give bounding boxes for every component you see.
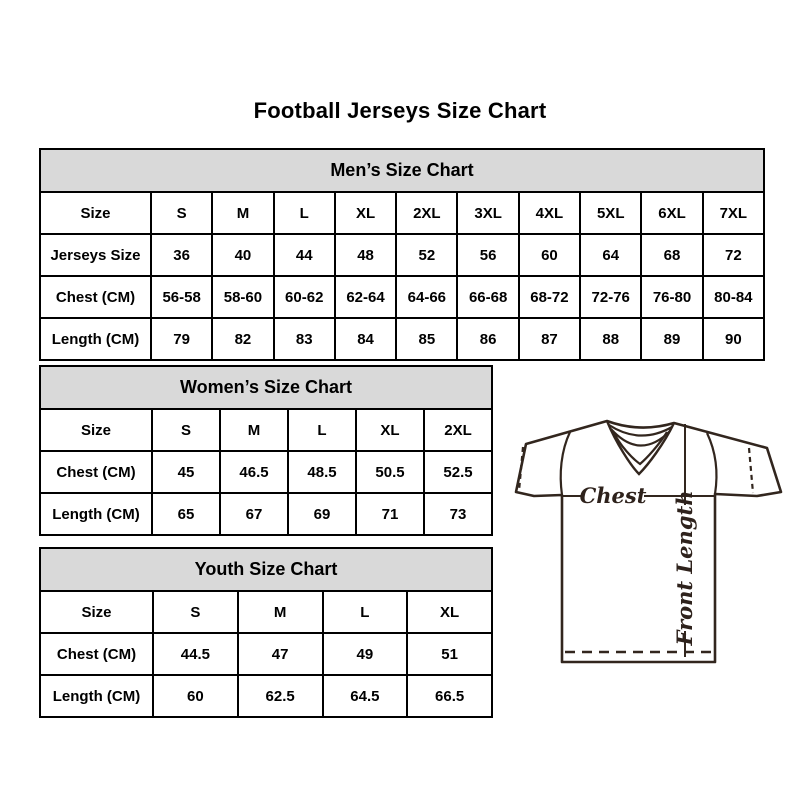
value-cell: M bbox=[238, 591, 323, 633]
value-cell: 88 bbox=[580, 318, 641, 360]
value-cell: S bbox=[151, 192, 212, 234]
value-cell: 68 bbox=[641, 234, 702, 276]
value-cell: M bbox=[220, 409, 288, 451]
value-cell: 66-68 bbox=[457, 276, 518, 318]
value-cell: 60 bbox=[153, 675, 238, 717]
value-cell: 2XL bbox=[396, 192, 457, 234]
value-cell: 83 bbox=[274, 318, 335, 360]
row-label-cell: Size bbox=[40, 192, 151, 234]
value-cell: 6XL bbox=[641, 192, 702, 234]
value-cell: 64.5 bbox=[323, 675, 408, 717]
table-row bbox=[40, 409, 492, 451]
table-row bbox=[40, 234, 764, 276]
value-cell: XL bbox=[407, 591, 492, 633]
value-cell: 44.5 bbox=[153, 633, 238, 675]
row-label-cell: Chest (CM) bbox=[40, 276, 151, 318]
table-row bbox=[40, 192, 764, 234]
value-cell: 86 bbox=[457, 318, 518, 360]
value-cell: 60-62 bbox=[274, 276, 335, 318]
section-header-row bbox=[40, 366, 492, 409]
value-cell: XL bbox=[356, 409, 424, 451]
value-cell: 64-66 bbox=[396, 276, 457, 318]
chest-label: Chest bbox=[579, 483, 647, 508]
value-cell: 52.5 bbox=[424, 451, 492, 493]
table-row bbox=[40, 318, 764, 360]
row-label-cell: Chest (CM) bbox=[40, 633, 153, 675]
value-cell: L bbox=[323, 591, 408, 633]
value-cell: 67 bbox=[220, 493, 288, 535]
value-cell: 51 bbox=[407, 633, 492, 675]
value-cell: 72 bbox=[703, 234, 764, 276]
value-cell: 62.5 bbox=[238, 675, 323, 717]
section-title: Youth Size Chart bbox=[40, 548, 492, 591]
value-cell: 3XL bbox=[457, 192, 518, 234]
front-length-label: Front Length bbox=[672, 490, 697, 646]
value-cell: 76-80 bbox=[641, 276, 702, 318]
value-cell: 47 bbox=[238, 633, 323, 675]
value-cell: 64 bbox=[580, 234, 641, 276]
value-cell: 46.5 bbox=[220, 451, 288, 493]
value-cell: 49 bbox=[323, 633, 408, 675]
value-cell: 73 bbox=[424, 493, 492, 535]
value-cell: M bbox=[212, 192, 273, 234]
row-label-cell: Length (CM) bbox=[40, 318, 151, 360]
value-cell: 85 bbox=[396, 318, 457, 360]
table-row bbox=[40, 633, 492, 675]
section-header-row bbox=[40, 149, 764, 192]
row-label-cell: Size bbox=[40, 409, 152, 451]
page-title: Football Jerseys Size Chart bbox=[253, 98, 547, 123]
value-cell: 87 bbox=[519, 318, 580, 360]
row-label-cell: Length (CM) bbox=[40, 675, 153, 717]
value-cell: 36 bbox=[151, 234, 212, 276]
value-cell: 45 bbox=[152, 451, 220, 493]
row-label-cell: Chest (CM) bbox=[40, 451, 152, 493]
table-row bbox=[40, 591, 492, 633]
value-cell: 65 bbox=[152, 493, 220, 535]
value-cell: 40 bbox=[212, 234, 273, 276]
table-row bbox=[40, 451, 492, 493]
row-label-cell: Length (CM) bbox=[40, 493, 152, 535]
value-cell: 56-58 bbox=[151, 276, 212, 318]
value-cell: 89 bbox=[641, 318, 702, 360]
value-cell: 66.5 bbox=[407, 675, 492, 717]
womens-size-table bbox=[39, 365, 493, 536]
value-cell: 69 bbox=[288, 493, 356, 535]
value-cell: 48 bbox=[335, 234, 396, 276]
section-title: Women’s Size Chart bbox=[40, 366, 492, 409]
table-row bbox=[40, 276, 764, 318]
value-cell: 60 bbox=[519, 234, 580, 276]
row-label-cell: Jerseys Size bbox=[40, 234, 151, 276]
value-cell: XL bbox=[335, 192, 396, 234]
value-cell: 82 bbox=[212, 318, 273, 360]
row-label-cell: Size bbox=[40, 591, 153, 633]
value-cell: 58-60 bbox=[212, 276, 273, 318]
section-header-row bbox=[40, 548, 492, 591]
jersey-measurement-diagram bbox=[498, 399, 790, 671]
value-cell: 4XL bbox=[519, 192, 580, 234]
table-row bbox=[40, 675, 492, 717]
value-cell: 5XL bbox=[580, 192, 641, 234]
value-cell: S bbox=[153, 591, 238, 633]
section-title: Men’s Size Chart bbox=[40, 149, 764, 192]
value-cell: 72-76 bbox=[580, 276, 641, 318]
value-cell: S bbox=[152, 409, 220, 451]
value-cell: 44 bbox=[274, 234, 335, 276]
value-cell: 79 bbox=[151, 318, 212, 360]
value-cell: 71 bbox=[356, 493, 424, 535]
value-cell: 56 bbox=[457, 234, 518, 276]
value-cell: L bbox=[274, 192, 335, 234]
youth-size-table bbox=[39, 547, 493, 718]
value-cell: 50.5 bbox=[356, 451, 424, 493]
value-cell: 2XL bbox=[424, 409, 492, 451]
table-row bbox=[40, 493, 492, 535]
value-cell: 62-64 bbox=[335, 276, 396, 318]
value-cell: 48.5 bbox=[288, 451, 356, 493]
value-cell: L bbox=[288, 409, 356, 451]
value-cell: 80-84 bbox=[703, 276, 764, 318]
value-cell: 68-72 bbox=[519, 276, 580, 318]
value-cell: 84 bbox=[335, 318, 396, 360]
mens-size-table bbox=[39, 148, 765, 361]
value-cell: 52 bbox=[396, 234, 457, 276]
value-cell: 90 bbox=[703, 318, 764, 360]
value-cell: 7XL bbox=[703, 192, 764, 234]
